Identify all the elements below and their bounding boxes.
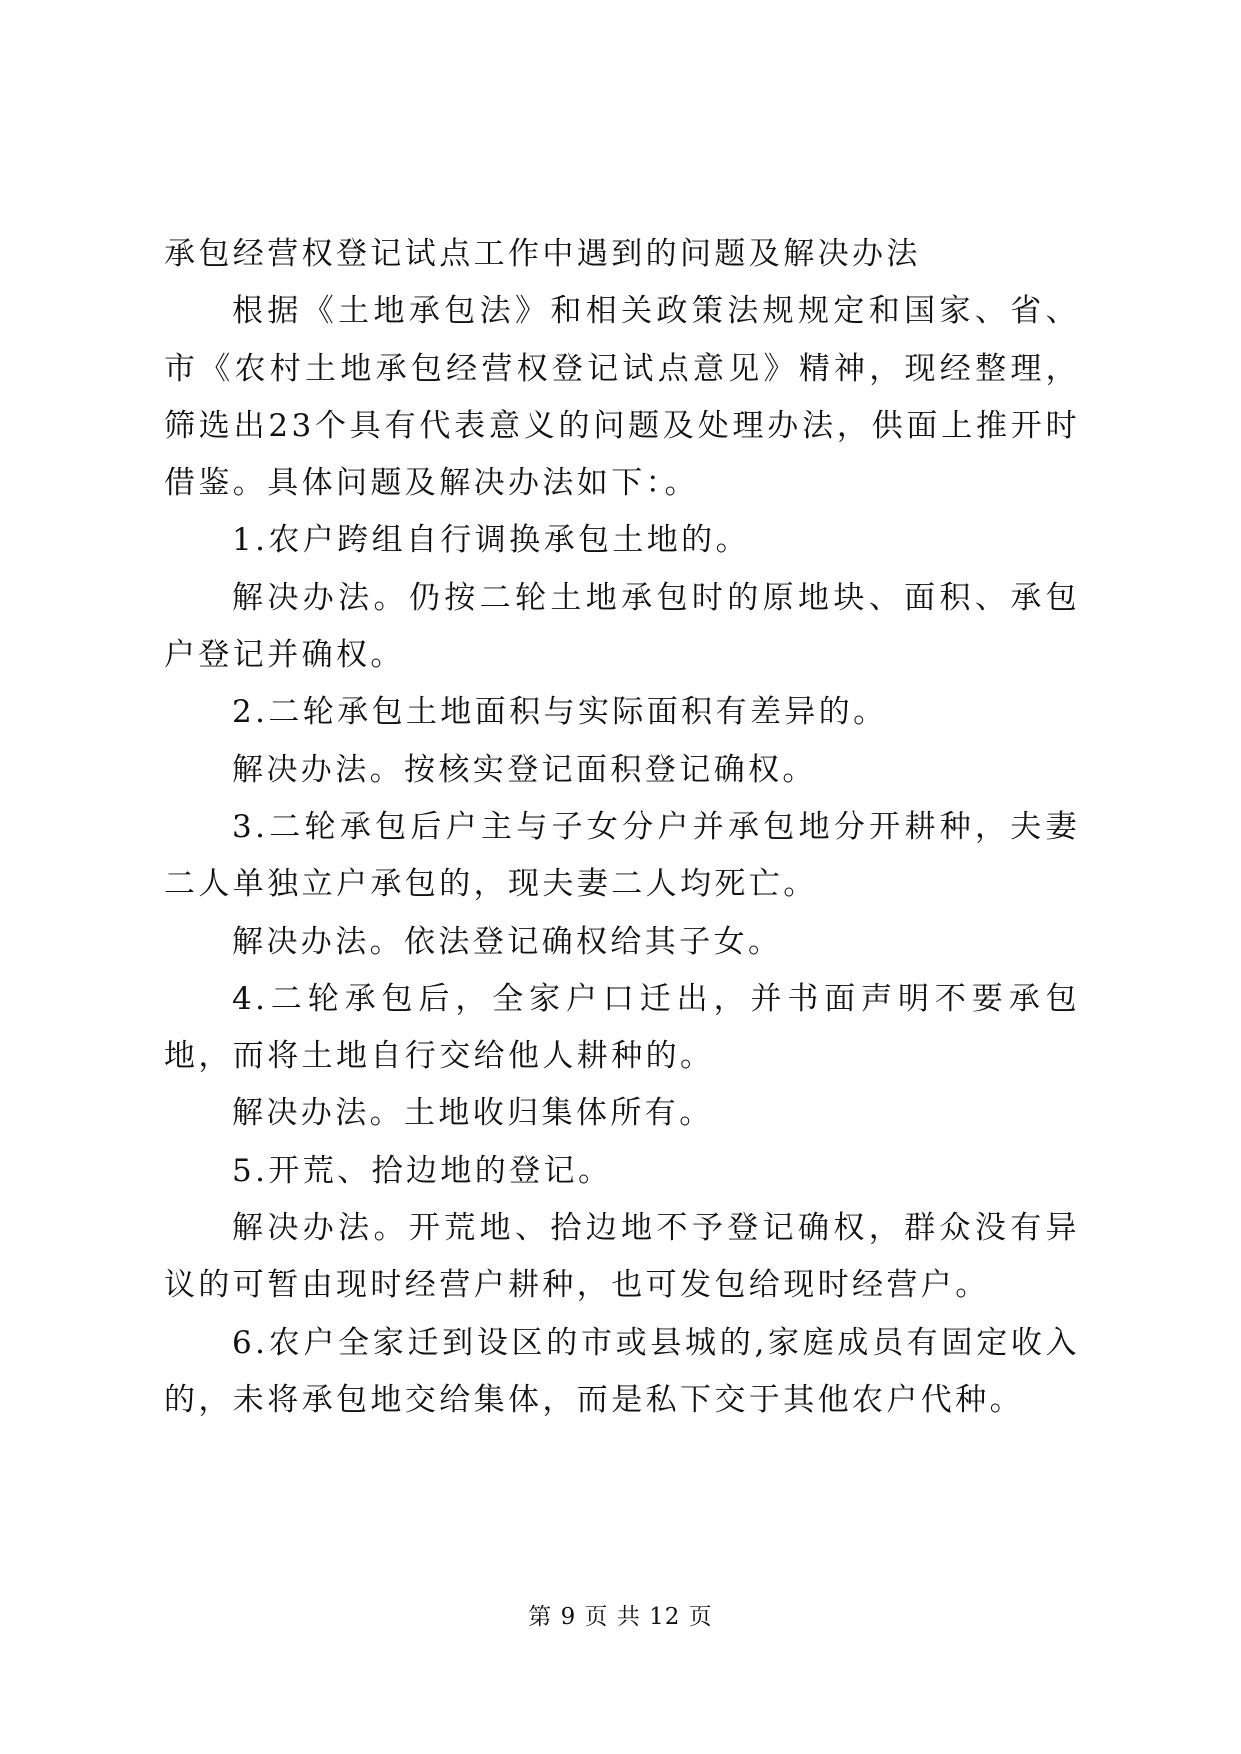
paragraph-question-4: 4.二轮承包后，全家户口迁出，并书面声明不要承包地，而将土地自行交给他人耕种的。 (164, 980, 1080, 1075)
paragraph-question-1: 1.农户跨组自行调换承包土地的。 (232, 522, 750, 559)
paragraph-question-3: 3.二轮承包后户主与子女分户并承包地分开耕种，夫妻二人单独立户承包的，现夫妻二人均死亡。 (164, 808, 1080, 903)
paragraph-answer-1: 解决办法。仍按二轮土地承包时的原地块、面积、承包户登记并确权。 (164, 579, 1080, 674)
paragraph-answer-4: 解决办法。土地收归集体所有。 (232, 1095, 714, 1132)
paragraph-answer-3: 解决办法。依法登记确权给其子女。 (232, 923, 783, 960)
document-body (164, 226, 1080, 1429)
paragraph-question-2: 2.二轮承包土地面积与实际面积有差异的。 (232, 694, 888, 731)
paragraph-answer-2: 解决办法。按核实登记面积登记确权。 (232, 751, 817, 788)
page-footer: 第 9 页 共 12 页 (528, 1604, 713, 1630)
paragraph-question-6: 6.农户全家迁到设区的市或县城的,家庭成员有固定收入的，未将承包地交给集体，而是私下交于其他农户代种。 (164, 1324, 1080, 1418)
paragraph-intro: 根据《土地承包法》和相关政策法规规定和国家、省、市《农村土地承包经营权登记试点意见》精神，现经整理，筛选出23个具有代表意义的问题及处理办法，供面上推开时借鉴。具体问题及解决办法如下：。 (164, 293, 1080, 502)
paragraph-title: 承包经营权登记试点工作中遇到的问题及解决办法 (164, 236, 921, 272)
paragraph-question-5: 5.开荒、拾边地的登记。 (232, 1152, 613, 1189)
paragraph-answer-5: 解决办法。开荒地、拾边地不予登记确权，群众没有异议的可暂由现时经营户耕种，也可发包给现时经营户。 (164, 1210, 1080, 1304)
